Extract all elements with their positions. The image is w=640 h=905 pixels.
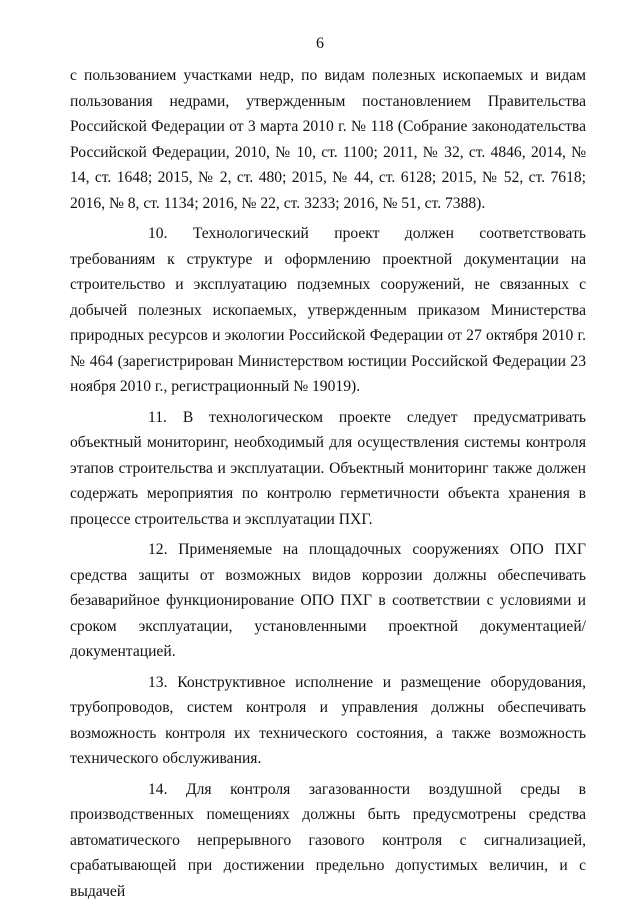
page-number: 6 (316, 35, 324, 52)
paragraph-14 (70, 777, 586, 905)
paragraph-number: 14. (148, 780, 168, 798)
paragraph-12 (70, 537, 586, 665)
paragraph-text: Конструктивное исполнение и размещение оборудования, трубопроводов, систем контроля и управления должны обеспечивать возможность контроля их технического состояния, а также возможность технического обслуживания. (70, 673, 586, 767)
paragraph-text: В технологическом проекте следует предусматривать объектный мониторинг, необходимый для осуществления системы контроля этапов строительства и эксплуатации. Объектный мониторинг также должен содержать мероприятия по контролю герметичности объекта хранения в процессе строительства и эксплуатации ПХГ. (70, 408, 586, 528)
document-body (70, 63, 586, 904)
paragraph-number: 11. (148, 408, 167, 426)
paragraph-number: 10. (148, 225, 168, 242)
paragraph-text: с пользованием участками недр, по видам полезных ископаемых и видам пользования недрами, утвержденным постановлением Правительства Российской Федерации от 3 марта 2010 г. № 118 (Собрание законодательства Российской Федерации, 2010, № 10, ст. 1100; 2011, № 32, ст. 4846, 2014, № 14, ст. 1648; 2015, № 2, ст. 480; 2015, № 44, ст. 6128; 2015, № 52, ст. 7618; 2016, № 8, ст. 1134; 2016, № 22, ст. 3233; 2016, № 51, ст. 7388). (70, 67, 586, 212)
paragraph-text: Применяемые на площадочных сооружениях ОПО ПХГ средства защиты от возможных видов коррозии должны обеспечивать безаварийное функционирование ОПО ПХГ в соответствии с условиями и сроком эксплуатации, установленными проектной документацией/документацией. (70, 541, 587, 660)
paragraph-text: Технологический проект должен соответствовать требованиям к структуре и оформлению проектной документации на строительство и эксплуатацию подземных сооружений, не связанных с добычей полезных ископаемых, утвержденным приказом Министерства природных ресурсов и экологии Российской Федерации от 27 октября 2010 г. № 464 (зарегистрирован Министерством юстиции Российской Федерации 23 ноября 2010 г., регистрационный № 19019). (70, 225, 586, 395)
paragraph-11 (70, 405, 586, 533)
paragraph-number: 13. (148, 673, 168, 691)
paragraph-text: Для контроля загазованности воздушной среды в производственных помещениях должны быть предусмотрены средства автоматического непрерывного газового контроля с сигнализацией, срабатывающей при достижении предельно допустимых величин, и с выдачей (70, 780, 586, 900)
paragraph-continuation (70, 63, 586, 216)
paragraph-number: 12. (148, 541, 168, 558)
paragraph-10 (70, 221, 586, 400)
paragraph-13 (70, 670, 586, 772)
